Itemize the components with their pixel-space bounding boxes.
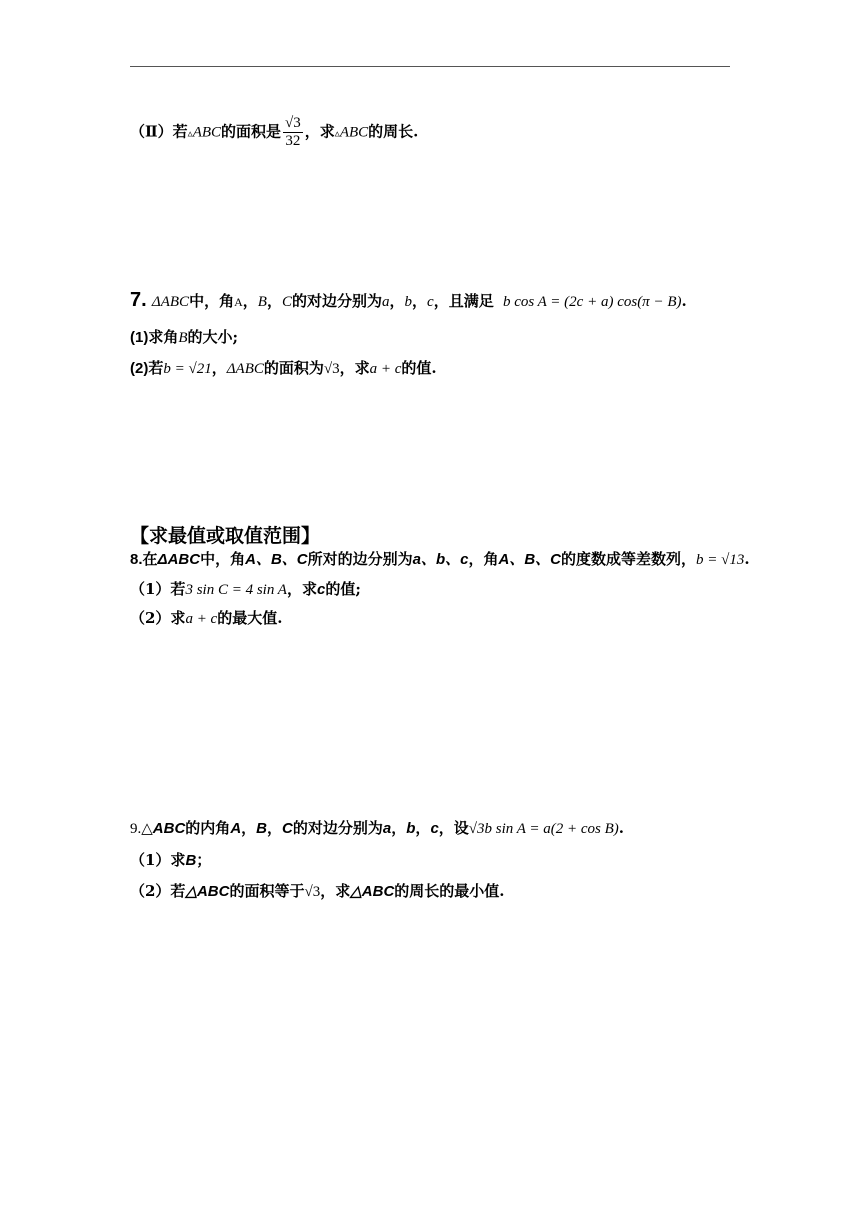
q8-text-3: 所对的边分别为 — [307, 550, 413, 568]
q7-number: 7. — [130, 289, 147, 311]
q7-p2-ask: ，求 — [339, 359, 370, 377]
comma: ， — [266, 292, 282, 310]
q7-var-B: B — [257, 294, 267, 310]
q7-text: 中，角 — [189, 292, 235, 310]
q8-p2-label: （2）求 — [130, 609, 186, 627]
triangle-symbol: △ — [141, 819, 153, 837]
q7-p2-text: 若 — [148, 359, 164, 377]
q9-var-c: c — [430, 820, 439, 837]
q7-p2-b: b = √21 — [163, 361, 212, 377]
period: . — [681, 292, 687, 310]
q7-triangle: ΔABC — [151, 294, 190, 310]
q9-text: 的内角 — [185, 819, 231, 837]
q9-formula: √3b sin A = a(2 + cos B) — [468, 821, 619, 837]
q7-part1 — [130, 327, 238, 348]
comma: ， — [415, 819, 431, 837]
q8-text-4: ，角 — [468, 550, 499, 568]
q9-p2-triangle-2: △ABC — [350, 883, 395, 900]
q7-p1-var: B — [178, 330, 188, 346]
q8-stem — [130, 549, 750, 570]
triangle-symbol: ▵ — [187, 128, 193, 140]
q7-p1-text: 求角 — [148, 328, 179, 346]
q7-formula: b cos A = (2c + a) cos(π − B) — [502, 294, 682, 310]
comma: ， — [211, 359, 227, 377]
q8-part2 — [130, 608, 282, 629]
triangle-symbol: ▵ — [334, 128, 340, 140]
period: . — [618, 819, 625, 837]
q8-angles: A、B、C — [245, 551, 308, 568]
q9-p2-triangle: △ABC — [185, 883, 230, 900]
q8-angles-2: A、B、C — [498, 551, 562, 568]
q6-part2-label: （Ⅱ）若 — [130, 122, 188, 141]
q9-p2-sqrt3: √3 — [304, 884, 321, 900]
q9-p2-area: 的面积等于 — [229, 882, 305, 900]
q8-p1-formula: 3 sin C = 4 sin A — [185, 582, 287, 598]
q9-p2-mid: ，求 — [320, 882, 351, 900]
q7-var-A: A — [234, 295, 243, 309]
q8-text-5: 的度数成等差数列， — [561, 550, 697, 568]
q7-var-a: a — [381, 294, 390, 310]
top-rule — [130, 66, 730, 67]
comma: ， — [242, 292, 258, 310]
q8-number: 8. — [130, 551, 143, 568]
q7-p1-label: (1) — [130, 329, 149, 346]
q6-mid: ，求 — [304, 122, 335, 141]
comma: ， — [391, 819, 407, 837]
q8-p2-formula: a + c — [185, 611, 218, 627]
q8-text: 在 — [142, 550, 158, 568]
q8-p1-var: c — [316, 581, 326, 598]
q9-p1-label: （1）求 — [130, 851, 186, 869]
q8-p1-label: （1）若 — [130, 580, 186, 598]
q7-text-2: 的对边分别为 — [291, 292, 382, 310]
q9-number: 9. — [130, 821, 142, 837]
q6-area-text: 的面积是 — [221, 122, 282, 141]
q8-part1 — [130, 579, 361, 600]
q7-var-b: b — [404, 294, 412, 310]
comma: ， — [241, 819, 257, 837]
q8-triangle: ΔABC — [157, 551, 201, 568]
q7-var-C: C — [281, 294, 292, 310]
q8-text-2: 中，角 — [200, 550, 246, 568]
q6-frac-den: 32 — [285, 133, 301, 149]
q6-part2 — [130, 115, 418, 150]
q9-var-b: b — [406, 820, 416, 837]
q7-p2-end: 的值. — [401, 359, 437, 377]
q9-var-a: a — [382, 820, 392, 837]
q7-p2-area: 的面积为 — [263, 359, 324, 377]
q7-p2-sqrt3: √3 — [323, 361, 340, 377]
q9-part2 — [130, 881, 505, 902]
comma: ， — [267, 819, 283, 837]
q9-var-C: C — [282, 820, 293, 837]
q7-var-c: c — [427, 294, 434, 310]
comma: ， — [389, 292, 405, 310]
q6-frac-num: √3 — [285, 115, 301, 131]
period: . — [744, 550, 750, 568]
q8-condition: b = √13 — [696, 552, 745, 568]
q7-p2-label: (2) — [130, 360, 149, 377]
q9-stem — [130, 818, 624, 839]
q8-p1-end: 的值; — [325, 580, 361, 598]
q6-end: 的周长. — [368, 122, 419, 141]
section-heading: 【求最值或取值范围】 — [130, 525, 321, 547]
q8-p2-end: 的最大值. — [217, 609, 283, 627]
q7-p2-triangle: ΔABC — [226, 361, 264, 377]
q9-text-2: 的对边分别为 — [292, 819, 383, 837]
q9-p1-var: B — [185, 852, 197, 869]
q9-p2-label: （2）若 — [130, 882, 186, 900]
q9-text-3: ，设 — [438, 819, 469, 837]
q6-abc-2: ABC — [339, 124, 369, 141]
q7-part2 — [130, 358, 437, 379]
q8-p1-mid: ，求 — [286, 580, 317, 598]
q6-fraction — [283, 115, 303, 150]
q8-sides: a、b、c — [412, 551, 469, 568]
comma: ， — [412, 292, 428, 310]
q9-p1-end: ； — [196, 851, 212, 869]
q9-p2-end: 的周长的最小值. — [394, 882, 505, 900]
q6-abc: ABC — [192, 124, 222, 141]
q9-var-B: B — [256, 820, 268, 837]
q7-stem — [130, 290, 687, 312]
q9-abc: ABC — [152, 820, 186, 837]
q9-part1 — [130, 850, 211, 871]
q7-p2-sum: a + c — [369, 361, 402, 377]
q9-var-A: A — [230, 820, 242, 837]
q7-text-3: ，且满足 — [433, 292, 494, 310]
q7-p1-end: 的大小; — [187, 328, 239, 346]
